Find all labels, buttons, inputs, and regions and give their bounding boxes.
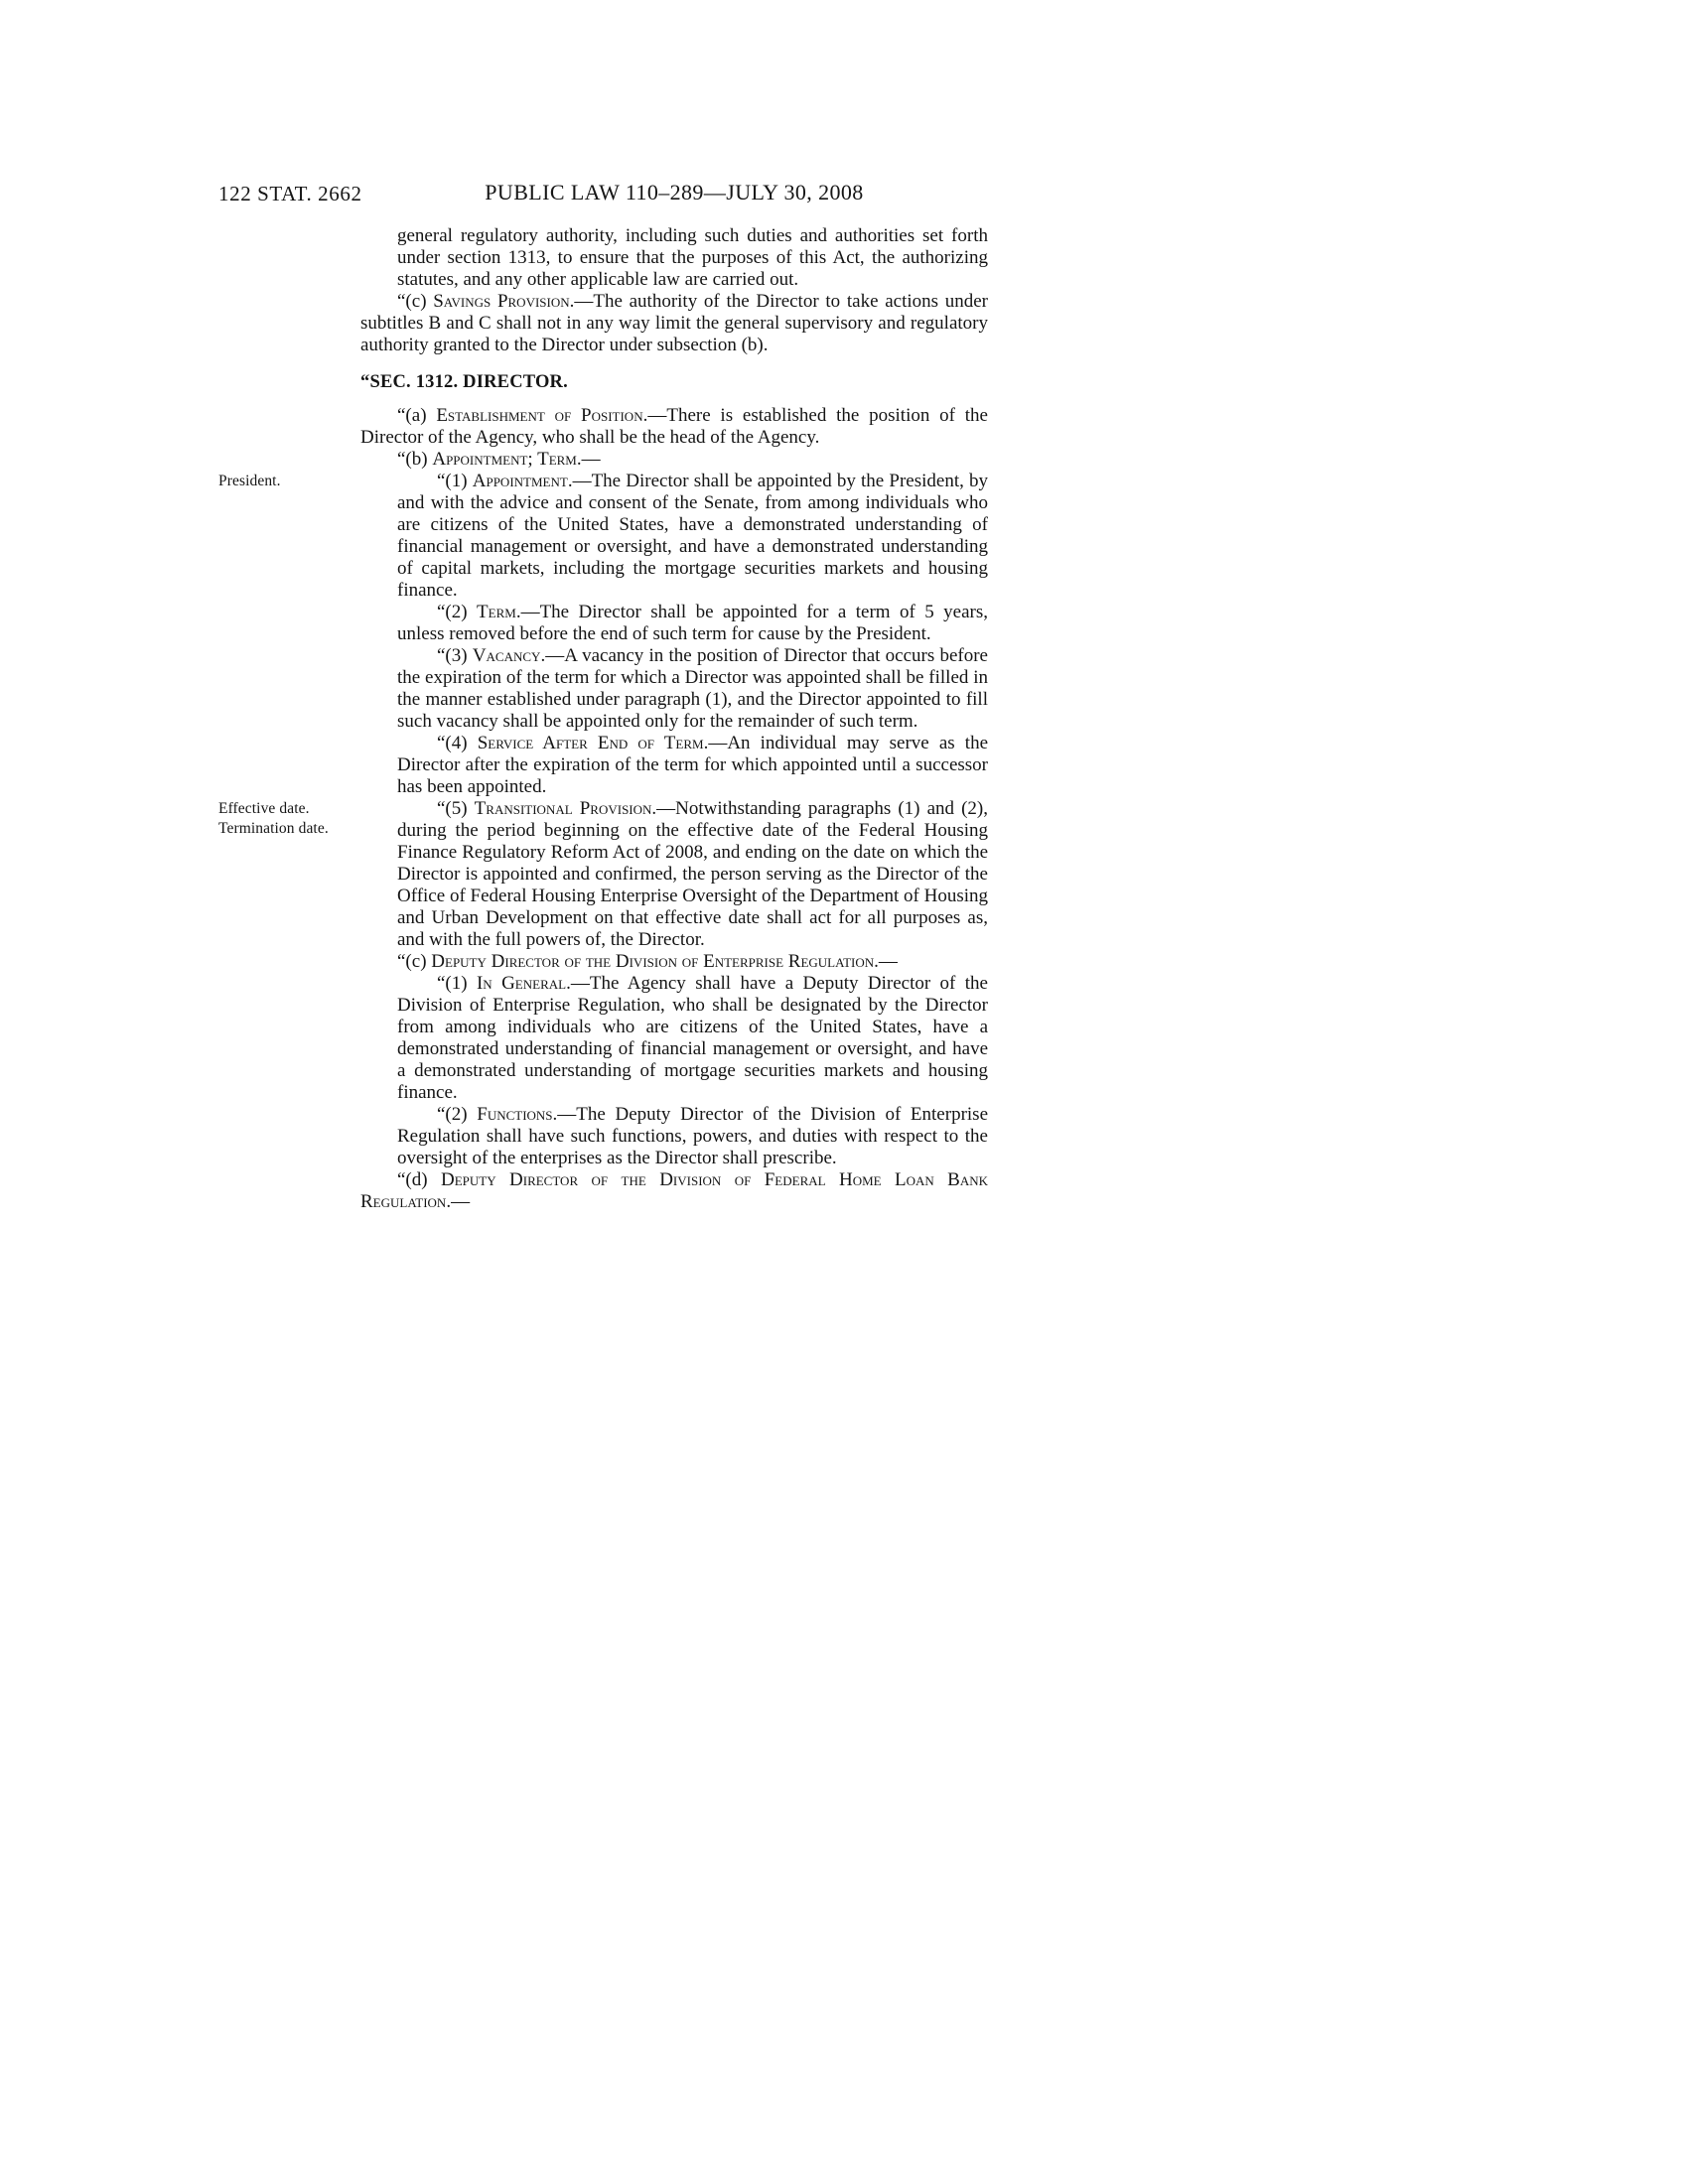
text-run: .—The Agency shall have a Deputy Director of the Division of Enterprise Regulation, who shall be designated by the Director from among individuals who are citizens of the United States, have a demonstrated understanding of financial management or oversight, and have a demonstrated understanding of mortgage securities markets and housing finance. (397, 973, 988, 1103)
stat-page-number: 122 STAT. 2662 (218, 182, 362, 205)
text-run: .—The Deputy Director of the Division of Enterprise Regulation shall have such functions, powers, and duties with respect to the oversight of the enterprises as the Director shall prescribe. (397, 1104, 989, 1168)
text-run: general regulatory authority, including such duties and authorities set forth under section 1313, to ensure that the purposes of this Act, the authorizing statutes, and any other applicable law are carried out. (397, 225, 988, 290)
subsection-a-establishment (360, 405, 988, 449)
paragraph-2-term (397, 602, 988, 645)
paragraph-list (218, 225, 989, 1213)
margin-note (218, 472, 340, 491)
margin-note (218, 799, 340, 839)
public-law-title: PUBLIC LAW 110–289—JULY 30, 2008 (485, 180, 864, 205)
paragraph-4-service-after-end-of-term (397, 733, 988, 798)
text-run: “(b) (397, 449, 433, 470)
small-caps-run: Deputy Director of the Division of Enterprise Regulation (431, 951, 875, 972)
paragraph-3-vacancy (397, 645, 988, 733)
text-run: “(a) (397, 405, 437, 426)
text-run: “(1) (437, 973, 477, 994)
section-heading-1312 (360, 371, 988, 393)
small-caps-run: Vacancy (472, 645, 541, 666)
small-caps-run: Term (477, 602, 516, 622)
text-run: “(4) (437, 733, 478, 753)
small-caps-run: Service After End of Term (477, 733, 704, 753)
paragraph-2-functions (397, 1104, 988, 1169)
paragraph-1-appointment (218, 471, 988, 602)
small-caps-run: Functions (477, 1104, 553, 1125)
text-run: “SEC. 1312. DIRECTOR. (360, 372, 568, 392)
paragraph-1-in-general (397, 973, 988, 1104)
text-run: “(1) (437, 471, 473, 491)
continuation-paragraph (397, 225, 988, 291)
text-run: .— (874, 951, 898, 972)
margin-note-line: President. (218, 473, 281, 489)
small-caps-run: Establishment of Position (436, 405, 643, 426)
text-run: “(3) (437, 645, 473, 666)
text-run: .—An individual may serve as the Director after the expiration of the term for which appointed until a successor has been appointed. (397, 733, 989, 797)
paragraph-5-transitional-provision (218, 798, 988, 951)
text-run: .—Notwithstanding paragraphs (1) and (2), during the period beginning on the effective date of the Federal Housing Finance Regulatory Reform Act of 2008, and ending on the date on which the Director is appointed and confirmed, the person serving as the Director of the Office of Federal Housing Enterprise Oversight of the Department of Housing and Urban Development on that effective date shall act for all purposes as, and with the full powers of, the Director. (397, 798, 988, 950)
text-run: “(c) (397, 951, 432, 972)
text-run: “(c) (397, 291, 434, 312)
subsection-b-appointment-term (360, 449, 988, 471)
text-run: “(5) (437, 798, 475, 819)
margin-note-line: Effective date. (218, 800, 310, 817)
subsection-c-deputy-director-enterprise (360, 951, 988, 973)
text-run: “(2) (437, 602, 478, 622)
small-caps-run: Savings Provision (433, 291, 570, 312)
text-run: .—A vacancy in the position of Director that occurs before the expiration of the term for which a Director was appointed shall be filled in the manner established under paragraph (1), and the Director appointed to fill such vacancy shall be appointed only for the remainder of such term. (397, 645, 988, 732)
subsection-d-deputy-director-fhlb (360, 1169, 988, 1213)
small-caps-run: In General (476, 973, 567, 994)
subsection-c-savings-provision (360, 291, 988, 356)
text-run: “(d) (397, 1169, 441, 1190)
text-run: .—The Director shall be appointed for a term of 5 years, unless removed before the end of such term for cause by the President. (397, 602, 989, 644)
margin-note-line: Termination date. (218, 820, 329, 837)
text-run: .— (446, 1191, 471, 1212)
text-run: .—The authority of the Director to take actions under subtitles B and C shall not in any way limit the general supervisory and regulatory authority granted to the Director under subsection (b). (360, 291, 988, 355)
small-caps-run: Transitional Provision (474, 798, 652, 819)
small-caps-run: Deputy Director of the Division of Federal Home Loan Bank Regulation (360, 1169, 988, 1212)
small-caps-run: Appointment (472, 471, 568, 491)
text-run: “(2) (437, 1104, 478, 1125)
text-run: .—There is established the position of the Director of the Agency, who shall be the head of the Agency. (360, 405, 988, 448)
text-run: .—The Director shall be appointed by the President, by and with the advice and consent of the Senate, from among individuals who are citizens of the United States, have a demonstrated understanding of financial management or oversight, and have a demonstrated understanding of capital markets, including the mortgage securities markets and housing finance. (397, 471, 988, 601)
small-caps-run: Appointment; Term (432, 449, 577, 470)
text-run: .— (576, 449, 601, 470)
